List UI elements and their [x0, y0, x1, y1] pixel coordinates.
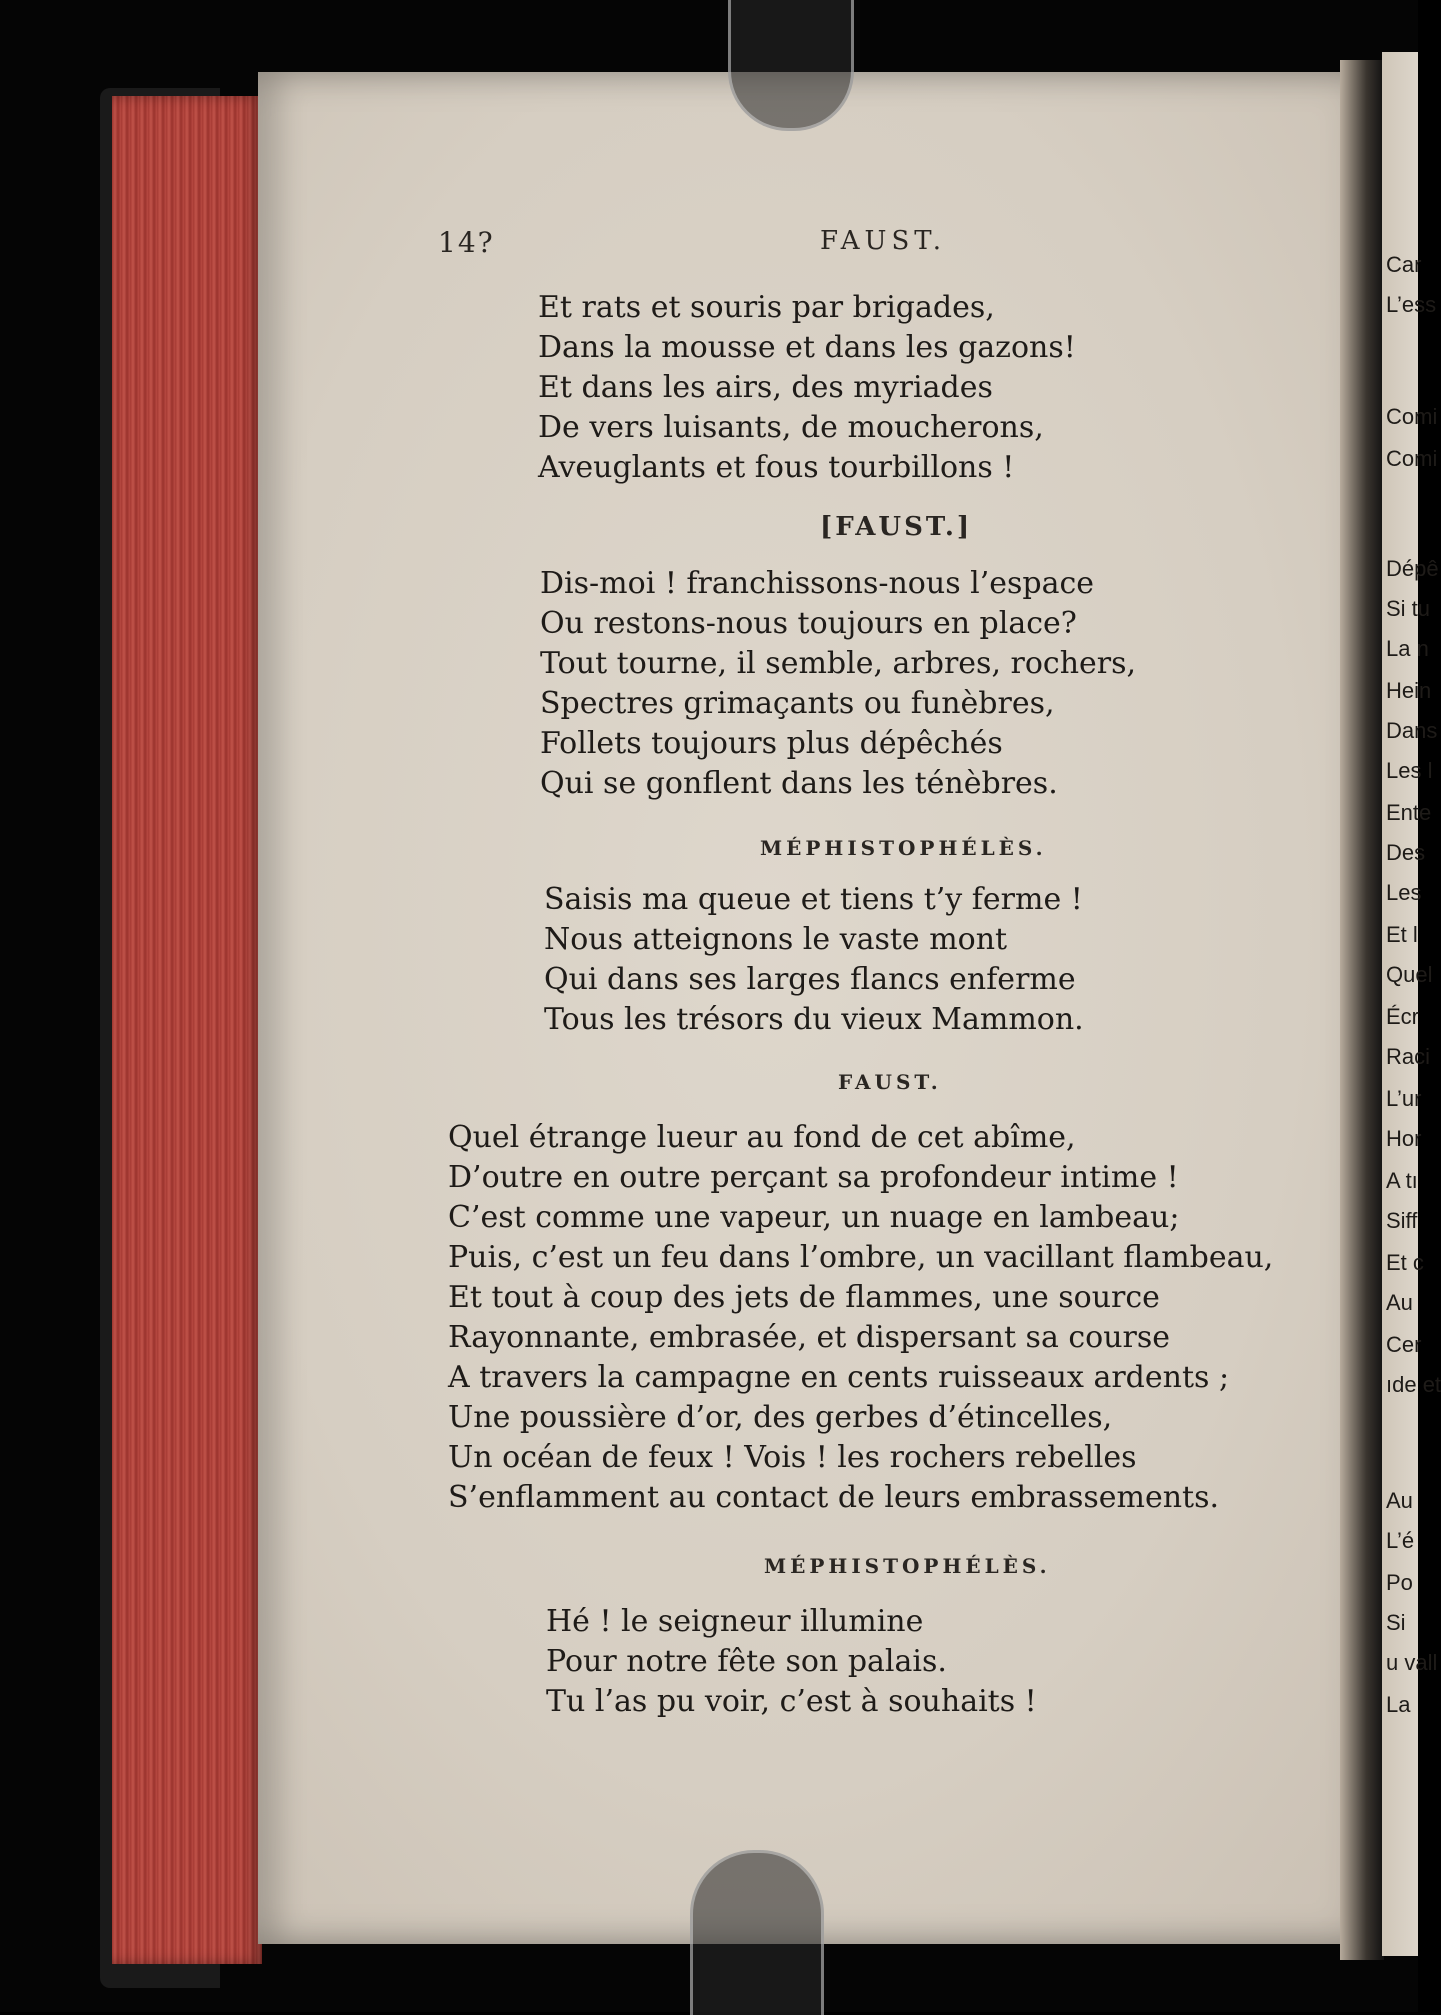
- verse-line: Qui dans ses larges flancs enferme: [544, 962, 1076, 997]
- verse-line: Et tout à coup des jets de flammes, une source: [448, 1280, 1160, 1315]
- verse-line: Tu l’as pu voir, c’est à souhaits !: [546, 1684, 1037, 1719]
- verse-line: Follets toujours plus dépêchés: [540, 726, 1003, 761]
- speaker-heading: MÉPHISTOPHÉLÈS.: [760, 836, 1047, 860]
- verse-line: Tout tourne, il semble, arbres, rochers,: [540, 646, 1137, 681]
- facing-line-fragment: Des: [1386, 840, 1426, 865]
- verse-line: Rayonnante, embrasée, et dispersant sa course: [448, 1320, 1171, 1355]
- verse-line: C’est comme une vapeur, un nuage en lambeau;: [448, 1200, 1180, 1235]
- book-gutter: [1340, 60, 1384, 1960]
- facing-line-fragment: Quel: [1386, 962, 1433, 987]
- facing-line-fragment: La n: [1386, 636, 1429, 661]
- facing-line-fragment: Car: [1386, 252, 1422, 277]
- speaker-heading: [FAUST.]: [820, 512, 973, 542]
- facing-line-fragment: Les: [1386, 880, 1422, 905]
- verse-line: S’enflamment au contact de leurs embrassements.: [448, 1480, 1220, 1515]
- facing-line-fragment: Dépê: [1386, 556, 1439, 581]
- verse-line: Hé ! le seigneur illumine: [546, 1604, 924, 1639]
- facing-line-fragment: Hor: [1386, 1126, 1422, 1151]
- verse-line: Qui se gonflent dans les ténèbres.: [540, 766, 1058, 801]
- facing-line-fragment: Siff: [1386, 1208, 1418, 1233]
- facing-line-fragment: L’ess: [1386, 292, 1437, 317]
- facing-line-fragment: Si tu: [1386, 596, 1431, 621]
- verse-line: De vers luisants, de moucherons,: [538, 410, 1044, 445]
- facing-line-fragment: Ente: [1386, 800, 1432, 825]
- verse-line: Et rats et souris par brigades,: [538, 290, 995, 325]
- facing-line-fragment: Dans: [1386, 718, 1438, 743]
- page-clip-bottom: [690, 1850, 824, 2015]
- verse-line: Spectres grimaçants ou funèbres,: [540, 686, 1055, 721]
- verse-line: D’outre en outre perçant sa profondeur intime !: [448, 1160, 1179, 1195]
- verse-line: Un océan de feux ! Vois ! les rochers rebelles: [448, 1440, 1137, 1475]
- verse-line: Et dans les airs, des myriades: [538, 370, 993, 405]
- facing-line-fragment: Hein: [1386, 678, 1432, 703]
- verse-line: Aveuglants et fous tourbillons !: [538, 450, 1015, 485]
- verse-line: Saisis ma queue et tiens t’y ferme !: [544, 882, 1083, 917]
- page-number: 14?: [438, 226, 495, 259]
- speaker-heading: FAUST.: [838, 1070, 942, 1094]
- verse-line: Nous atteignons le vaste mont: [544, 922, 1008, 957]
- facing-line-fragment: Comi: [1386, 404, 1438, 429]
- verse-line: Tous les trésors du vieux Mammon.: [544, 1002, 1084, 1037]
- verse-line: Dans la mousse et dans les gazons!: [538, 330, 1076, 365]
- verse-line: Puis, c’est un feu dans l’ombre, un vacillant flambeau,: [448, 1240, 1274, 1275]
- facing-line-fragment: Et l: [1386, 922, 1418, 947]
- facing-line-fragment: L’ur: [1386, 1086, 1422, 1111]
- facing-line-fragment: Si: [1386, 1610, 1406, 1635]
- verse-line: Une poussière d’or, des gerbes d’étincelles,: [448, 1400, 1113, 1435]
- facing-line-fragment: Cer: [1386, 1332, 1422, 1357]
- verse-line: Quel étrange lueur au fond de cet abîme,: [448, 1120, 1076, 1155]
- facing-line-fragment: Au: [1386, 1290, 1413, 1315]
- stanza-4: [448, 1118, 1273, 1518]
- stanza-5: [546, 1602, 1037, 1722]
- verse-line: Pour notre fête son palais.: [546, 1644, 947, 1679]
- red-page-edges: [112, 96, 262, 1964]
- facing-line-fragment: A tı: [1386, 1168, 1418, 1193]
- facing-line-fragment: Raci: [1386, 1044, 1431, 1069]
- facing-line-fragment: Po: [1386, 1570, 1413, 1595]
- page-clip-top: [728, 0, 854, 131]
- verse-line: A travers la campagne en cents ruisseaux ardents ;: [448, 1360, 1230, 1395]
- facing-line-fragment: Et c: [1386, 1250, 1424, 1275]
- facing-line-fragment: ıde et: [1386, 1372, 1441, 1397]
- facing-line-fragment: L’é: [1386, 1528, 1415, 1553]
- running-head: FAUST.: [820, 226, 947, 256]
- facing-line-fragment: Au: [1386, 1488, 1413, 1513]
- verse-line: Ou restons-nous toujours en place?: [540, 606, 1077, 641]
- verse-line: Dis-moi ! franchissons-nous l’espace: [540, 566, 1095, 601]
- stanza-2: [540, 564, 1136, 804]
- stanza-3: [544, 880, 1084, 1040]
- facing-line-fragment: Comi: [1386, 446, 1438, 471]
- facing-line-fragment: u vall: [1386, 1650, 1438, 1675]
- facing-line-fragment: Les l: [1386, 758, 1433, 783]
- facing-line-fragment: Écr: [1386, 1004, 1419, 1029]
- stanza-1: [538, 288, 1076, 488]
- facing-line-fragment: La: [1386, 1692, 1411, 1717]
- speaker-heading: MÉPHISTOPHÉLÈS.: [764, 1554, 1051, 1578]
